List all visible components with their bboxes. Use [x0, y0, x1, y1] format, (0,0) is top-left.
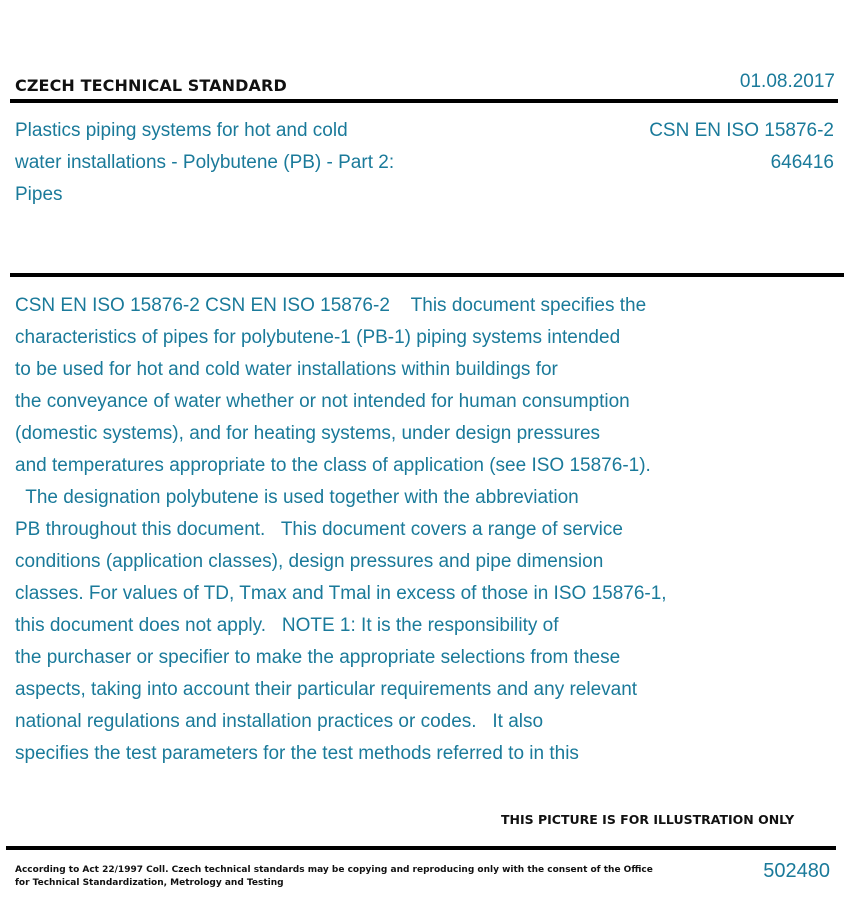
abstract-line: The designation polybutene is used together with the abbreviation [15, 487, 579, 508]
standard-code: CSN EN ISO 15876-2 [649, 120, 834, 141]
abstract-line: aspects, taking into account their particular requirements and any relevant [15, 679, 638, 700]
class-number: 646416 [770, 152, 834, 173]
header-divider [10, 99, 838, 103]
abstract-line: (domestic systems), and for heating systems, under design pressures [15, 423, 601, 444]
abstract-line: classes. For values of TD, Tmax and Tmal in excess of those in ISO 15876-1, [15, 583, 667, 604]
abstract-line: conditions (application classes), design pressures and pipe dimension [15, 551, 604, 572]
abstract-line: PB throughout this document. This document covers a range of service [15, 519, 623, 540]
copyright-notice [15, 864, 653, 890]
abstract-text [15, 290, 775, 770]
abstract-line: specifies the test parameters for the test methods referred to in this [15, 743, 579, 764]
abstract-line: CSN EN ISO 15876-2 CSN EN ISO 15876-2 This document specifies the [15, 295, 647, 316]
document-title: Plastics piping systems for hot and cold water installations - Polybutene (PB) - Part 2: Pipes [15, 120, 395, 205]
title-divider [10, 273, 844, 277]
abstract-line: characteristics of pipes for polybutene-1 (PB-1) piping systems intended [15, 327, 621, 348]
abstract-line: this document does not apply. NOTE 1: It is the responsibility of [15, 615, 559, 636]
document-identifiers [649, 115, 834, 179]
abstract-line: national regulations and installation practices or codes. It also [15, 711, 544, 732]
copyright-line: for Technical Standardization, Metrology and Testing [15, 878, 284, 888]
abstract-line: the conveyance of water whether or not intended for human consumption [15, 391, 630, 412]
illustration-disclaimer: THIS PICTURE IS FOR ILLUSTRATION ONLY [501, 812, 795, 827]
product-number: 502480 [763, 860, 830, 882]
standard-type-heading: CZECH TECHNICAL STANDARD [15, 76, 287, 95]
abstract-line: and temperatures appropriate to the class of application (see ISO 15876-1). [15, 455, 651, 476]
footer-divider [6, 846, 836, 850]
abstract-line: the purchaser or specifier to make the appropriate selections from these [15, 647, 621, 668]
publication-date: 01.08.2017 [739, 71, 835, 92]
copyright-line: According to Act 22/1997 Coll. Czech technical standards may be copying and reproducing only with the consent of the Office [15, 865, 653, 875]
abstract-line: to be used for hot and cold water installations within buildings for [15, 359, 558, 380]
